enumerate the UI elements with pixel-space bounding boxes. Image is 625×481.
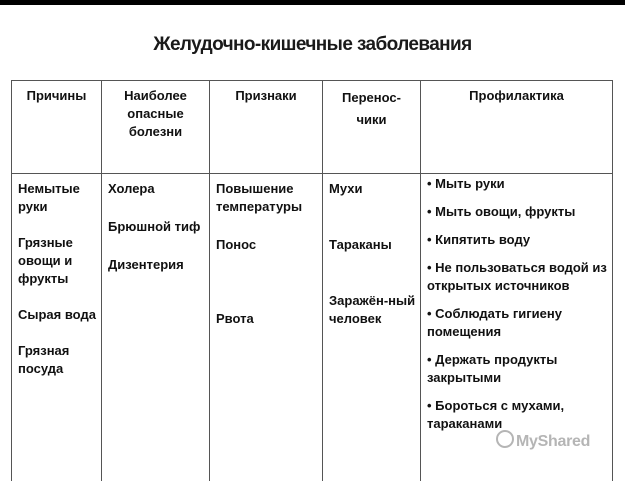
carrier-item: Заражён-ный человек	[329, 292, 420, 328]
symptom-item: Рвота	[216, 310, 322, 328]
myshared-logo-icon	[496, 430, 514, 448]
page-title: Желудочно-кишечные заболевания	[0, 34, 625, 56]
cause-item: Сырая вода	[18, 306, 101, 324]
header-carriers: Перенос-чики	[323, 81, 421, 174]
disease-item: Дизентерия	[108, 256, 209, 274]
diseases-cell	[102, 174, 210, 481]
prevention-item: • Кипятить воду	[427, 231, 612, 249]
disease-item: Брюшной тиф	[108, 218, 209, 236]
watermark-text: MyShared	[516, 433, 590, 450]
disease-item: Холера	[108, 180, 209, 198]
header-causes: Причины	[12, 81, 102, 174]
header-diseases: Наиболее опасные болезни	[102, 81, 210, 174]
header-prevention: Профилактика	[421, 81, 613, 174]
prevention-item: • Бороться с мухами, тараканами	[427, 397, 612, 433]
prevention-item: • Держать продукты закрытыми	[427, 351, 612, 387]
symptoms-cell	[210, 174, 323, 481]
prevention-item: • Не пользоваться водой из открытых источников	[427, 259, 612, 295]
header-symptoms: Признаки	[210, 81, 323, 174]
prevention-item: • Соблюдать гигиену помещения	[427, 305, 612, 341]
cause-item: Грязные овощи и фрукты	[18, 234, 101, 288]
header-row	[12, 81, 613, 174]
carriers-cell	[323, 174, 421, 481]
causes-cell	[12, 174, 102, 481]
prevention-item: • Мыть руки	[427, 175, 612, 193]
carrier-item: Тараканы	[329, 236, 420, 254]
symptom-item: Повышение температуры	[216, 180, 322, 216]
carrier-item: Мухи	[329, 180, 420, 198]
cause-item: Немытые руки	[18, 180, 101, 216]
top-border-bar	[0, 0, 625, 5]
symptom-item: Понос	[216, 236, 322, 254]
prevention-item: • Мыть овощи, фрукты	[427, 203, 612, 221]
watermark-logo	[496, 430, 590, 451]
cause-item: Грязная посуда	[18, 342, 101, 378]
diseases-table	[11, 80, 613, 481]
